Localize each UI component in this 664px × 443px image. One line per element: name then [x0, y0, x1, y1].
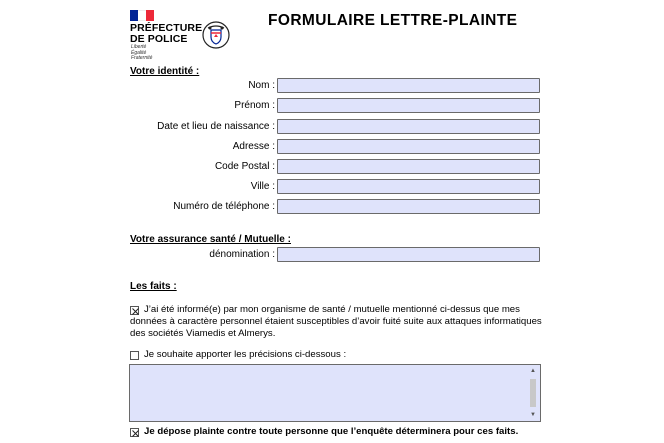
checkmark-x-icon — [131, 307, 140, 316]
scroll-up-icon[interactable]: ▲ — [530, 368, 536, 374]
denomination-input[interactable] — [277, 247, 540, 262]
ville-input[interactable] — [277, 179, 540, 194]
checkmark-x-icon — [131, 429, 140, 438]
field-row-telephone — [130, 199, 542, 217]
telephone-input[interactable] — [277, 199, 540, 214]
code-postal-input[interactable] — [277, 159, 540, 174]
police-emblem-icon — [202, 21, 230, 49]
adresse-input[interactable] — [277, 139, 540, 154]
field-label-denomination: dénomination : — [209, 249, 275, 260]
field-label-nom: Nom : — [248, 80, 275, 91]
field-label-code-postal: Code Postal : — [214, 161, 275, 172]
details-textarea[interactable] — [129, 364, 541, 422]
identity-section-title: Votre identité : — [130, 66, 200, 77]
scroll-thumb[interactable] — [530, 379, 536, 407]
field-row-nom — [130, 78, 542, 96]
informed-text-continued: données à caractère personnel étaient susceptibles d’avoir fuité suite aux attaques informatiques des sociétés Viamedis et Almerys. — [130, 316, 542, 339]
complaint-checkbox-label: Je dépose plainte contre toute personne que l’enquête déterminera pour ces faits. — [144, 426, 519, 437]
textarea-scrollbar[interactable] — [529, 368, 537, 418]
facts-section-title: Les faits : — [130, 281, 177, 292]
prefecture-name: PRÉFECTURE DE POLICE — [130, 22, 203, 45]
field-label-prenom: Prénom : — [234, 100, 275, 111]
informed-checkbox[interactable] — [130, 306, 139, 315]
republic-motto: Liberté Égalité Fraternité — [131, 44, 153, 61]
scroll-down-icon[interactable]: ▼ — [530, 412, 536, 418]
field-label-telephone: Numéro de téléphone : — [173, 201, 275, 212]
field-row-ville — [130, 179, 542, 197]
nom-input[interactable] — [277, 78, 540, 93]
form-title: FORMULAIRE LETTRE-PLAINTE — [268, 12, 518, 29]
complaint-checkbox[interactable] — [130, 428, 139, 437]
field-label-adresse: Adresse : — [232, 141, 275, 152]
date-lieu-naissance-input[interactable] — [277, 119, 540, 134]
field-row-naissance — [130, 119, 542, 137]
field-row-denomination — [130, 247, 542, 265]
field-row-code-postal — [130, 159, 542, 177]
details-checkbox[interactable] — [130, 351, 139, 360]
field-label-ville: Ville : — [250, 181, 275, 192]
field-row-adresse — [130, 139, 542, 157]
details-checkbox-label: Je souhaite apporter les précisions ci-dessous : — [144, 349, 347, 360]
field-label-naissance: Date et lieu de naissance : — [157, 121, 275, 132]
french-flag-logo — [130, 10, 154, 21]
prenom-input[interactable] — [277, 98, 540, 113]
informed-text: J’ai été informé(e) par mon organisme de santé / mutuelle mentionné ci-dessus que mes — [144, 304, 520, 315]
insurance-section-title: Votre assurance santé / Mutuelle : — [130, 234, 291, 245]
field-row-prenom — [130, 98, 542, 116]
